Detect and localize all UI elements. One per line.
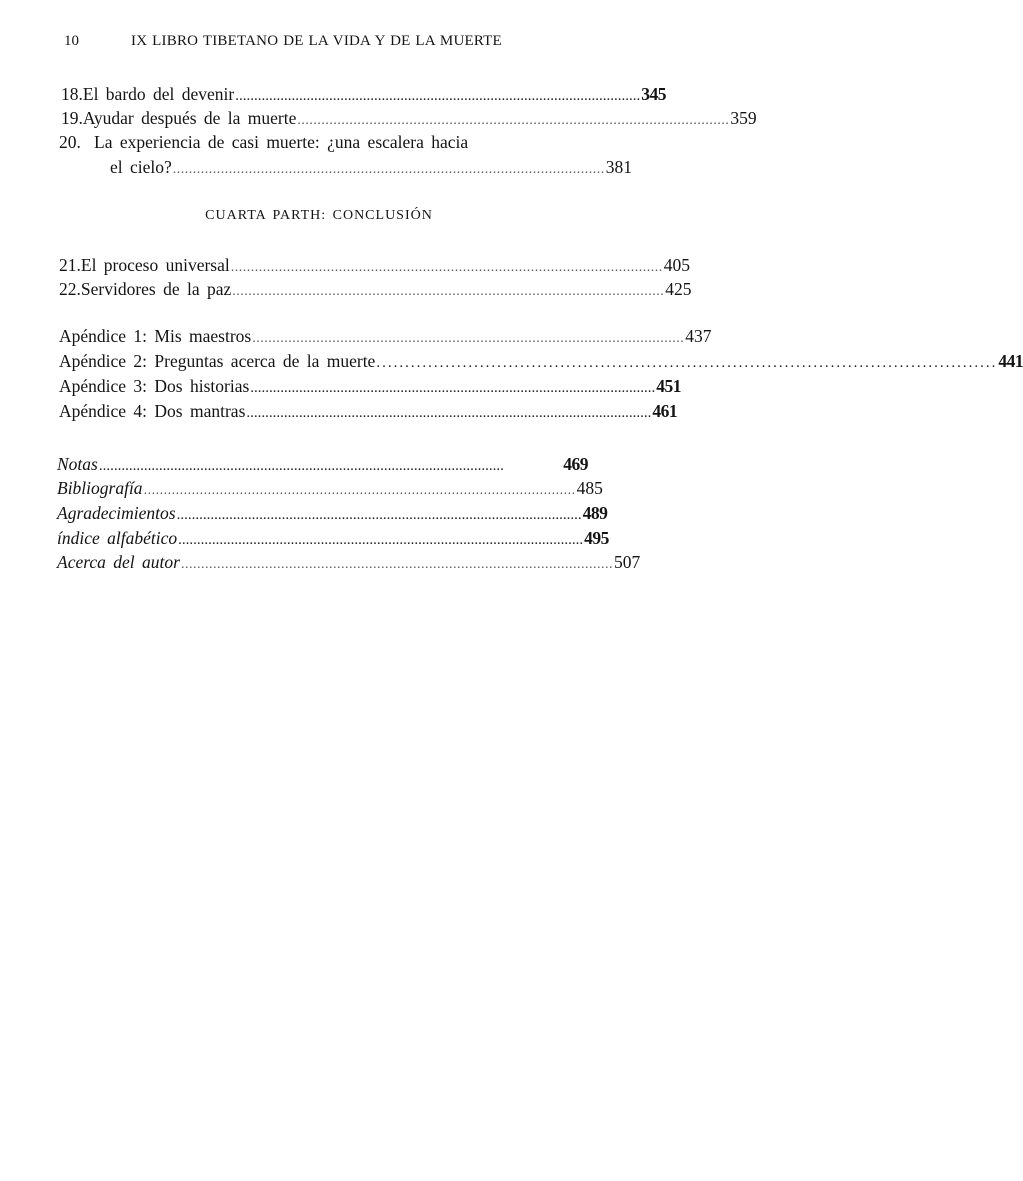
- entry-title: Acerca del autor: [57, 552, 180, 572]
- entry-title: Apéndice 4: Dos mantras: [59, 401, 246, 421]
- entry-title: índice alfabético: [57, 528, 178, 548]
- dot-leader: ............................................................................................................: [235, 88, 641, 104]
- toc-entry-18[interactable]: [61, 84, 667, 110]
- running-head: [64, 33, 594, 55]
- entry-title: Notas: [57, 454, 98, 474]
- dot-leader: ............................................................................................................: [250, 380, 656, 396]
- dot-leader: ............................................................................................................: [178, 532, 584, 548]
- entry-page: 451: [656, 376, 682, 396]
- entry-title: Ayudar después de la muerte: [82, 108, 297, 128]
- entry-title: Agradecimientos: [57, 503, 176, 523]
- toc-appendix-3[interactable]: [59, 376, 682, 402]
- part-heading: CUARTA PARTH: CONCLUSIÓN: [205, 208, 433, 223]
- entry-title-continued: el cielo?: [110, 157, 172, 177]
- toc-entry-19[interactable]: [61, 108, 757, 134]
- entry-page: 437: [685, 326, 712, 346]
- running-title: IX LIBRO TIBETANO DE LA VIDA Y DE LA MUERTE: [131, 33, 502, 49]
- entry-title: Apéndice 1: Mis maestros: [59, 326, 252, 346]
- dot-leader: ............................................................................................................: [143, 483, 576, 498]
- dot-leader: ............................................................................................................: [246, 405, 652, 421]
- page-number: 10: [64, 33, 79, 49]
- entry-number: 22.: [59, 279, 81, 299]
- entry-title: Apéndice 3: Dos historias: [59, 376, 250, 396]
- toc-entry-20[interactable]: [59, 132, 588, 158]
- entry-page: 507: [613, 552, 641, 572]
- dot-leader: ............................................................................................................: [232, 284, 665, 299]
- entry-title: Apéndice 2: Preguntas acerca de la muerte: [59, 351, 376, 371]
- entry-page: 345: [641, 84, 667, 104]
- entry-page: 485: [576, 478, 603, 498]
- dot-leader: ............................................................................................................: [98, 458, 504, 474]
- toc-appendix-2[interactable]: [59, 351, 1023, 377]
- entry-page: 469: [563, 454, 588, 474]
- toc-appendix-4[interactable]: [59, 401, 678, 427]
- entry-page: 359: [730, 108, 757, 128]
- dot-leader: ............................................................................................................: [172, 162, 605, 177]
- dot-leader: ............................................................................................................: [176, 507, 582, 523]
- toc-acerca-del-autor[interactable]: [57, 552, 641, 578]
- entry-number: 19.: [61, 108, 83, 128]
- entry-page: 461: [652, 401, 678, 421]
- dot-leader: ............................................................................................................: [180, 557, 613, 572]
- entry-page: 381: [605, 157, 633, 177]
- entry-page: 489: [582, 503, 608, 523]
- entry-page: 405: [663, 255, 690, 275]
- toc-agradecimientos[interactable]: [57, 503, 608, 529]
- toc-entry-21[interactable]: [59, 255, 690, 281]
- entry-page: 495: [584, 528, 609, 548]
- entry-number: 21.: [59, 255, 81, 275]
- entry-title: El bardo del devenir: [82, 84, 235, 104]
- dot-leader: ............................................................................................................: [297, 113, 730, 128]
- entry-number: 18.: [61, 84, 83, 104]
- entry-title: Servidores de la paz: [80, 279, 232, 299]
- entry-number: 20.: [59, 132, 81, 152]
- toc-notas[interactable]: [57, 454, 588, 480]
- toc-entry-22[interactable]: [59, 279, 692, 305]
- dot-leader: ............................................................................................................: [376, 355, 998, 371]
- dot-leader: ............................................................................................................: [230, 260, 663, 275]
- entry-title: El proceso universal: [80, 255, 230, 275]
- toc-appendix-1[interactable]: [59, 326, 712, 352]
- entry-title: La experiencia de casi muerte: ¿una escalera hacia: [94, 132, 469, 152]
- entry-page: 425: [665, 279, 692, 299]
- dot-leader: ............................................................................................................: [252, 331, 685, 346]
- toc-entry-20-cont[interactable]: [110, 157, 633, 183]
- toc-indice[interactable]: [57, 528, 609, 554]
- entry-page: 441: [998, 351, 1023, 371]
- toc-bibliografia[interactable]: [57, 478, 603, 504]
- entry-title: Bibliografía: [57, 478, 143, 498]
